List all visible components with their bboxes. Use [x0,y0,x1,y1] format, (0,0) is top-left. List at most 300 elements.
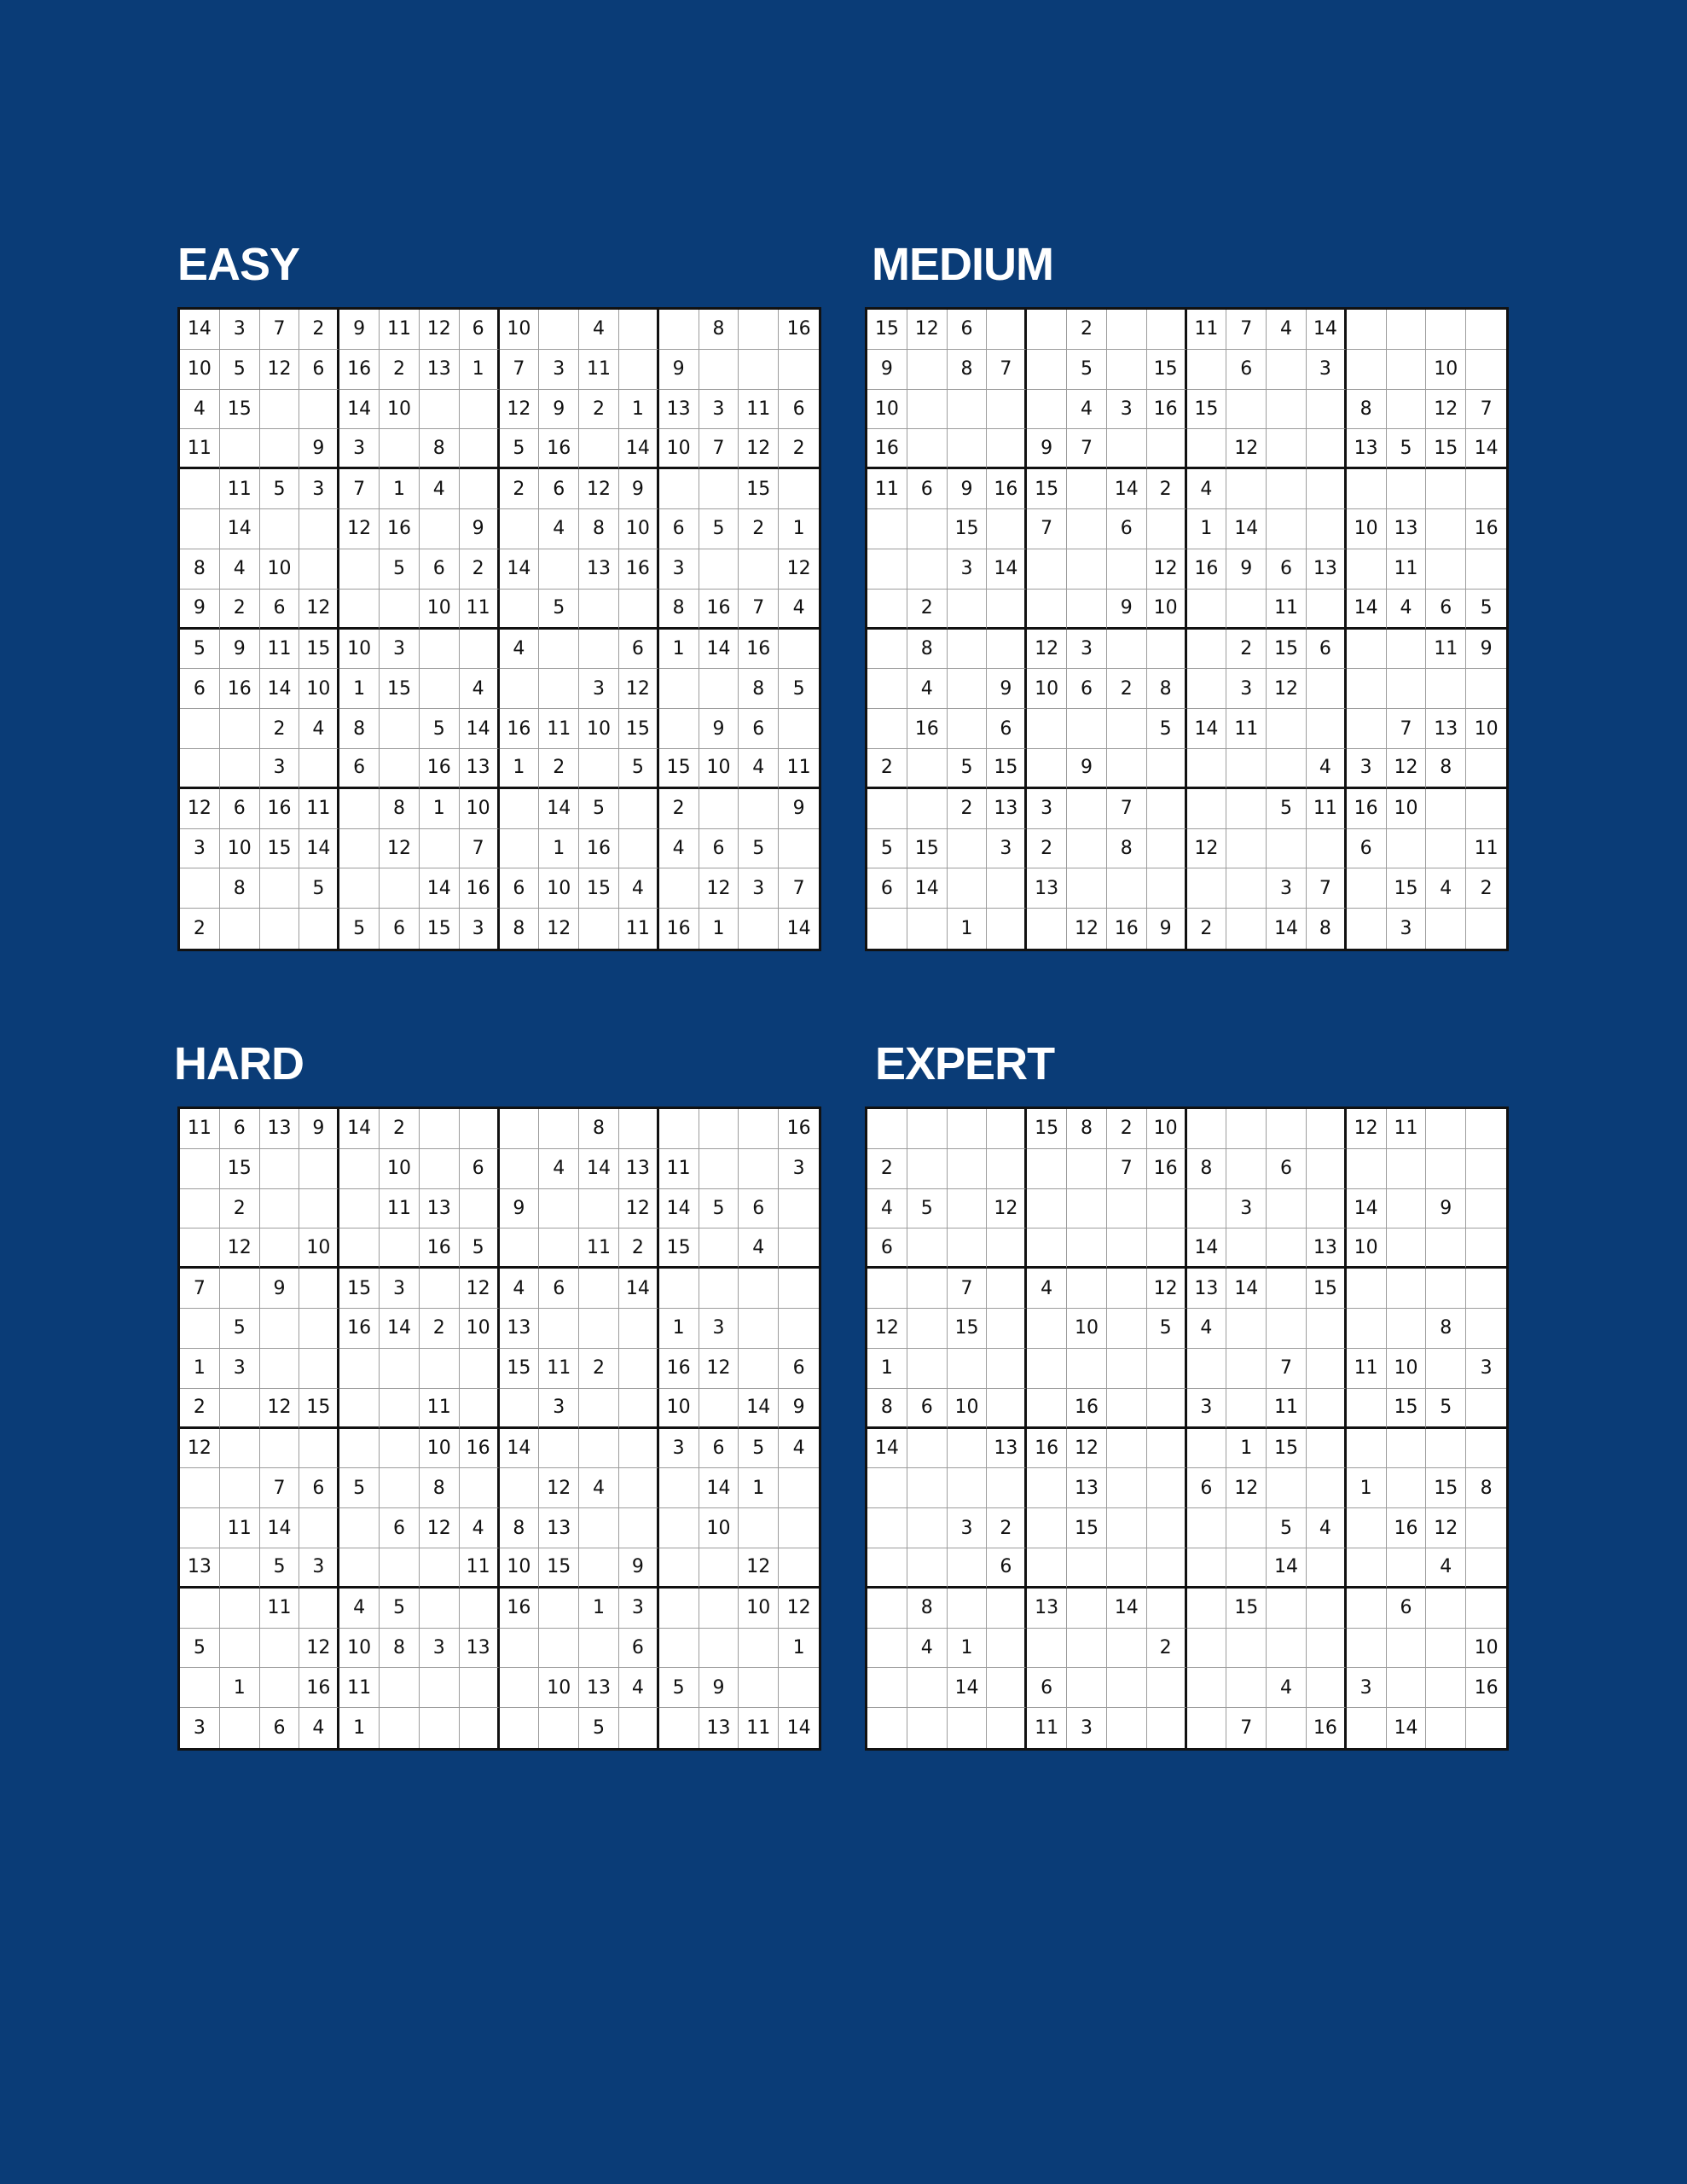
sudoku-cell[interactable] [299,749,339,789]
sudoku-cell[interactable]: 15 [1387,868,1427,909]
sudoku-cell[interactable] [380,1468,420,1508]
sudoku-cell[interactable]: 2 [539,749,579,789]
sudoku-cell[interactable]: 12 [739,1548,779,1589]
sudoku-cell[interactable] [420,390,460,430]
sudoku-cell[interactable] [460,1468,500,1508]
sudoku-cell[interactable] [1426,1708,1466,1748]
sudoku-cell[interactable] [1426,1269,1466,1309]
sudoku-cell[interactable]: 11 [1226,709,1267,749]
sudoku-cell[interactable] [1267,1309,1307,1349]
sudoku-cell[interactable]: 16 [420,749,460,789]
sudoku-cell[interactable] [867,1548,907,1589]
sudoku-cell[interactable] [500,1708,540,1748]
sudoku-cell[interactable] [1466,1708,1506,1748]
sudoku-cell[interactable]: 4 [1307,1508,1347,1548]
sudoku-cell[interactable] [299,1189,339,1229]
sudoku-cell[interactable] [180,1589,220,1629]
sudoku-cell[interactable] [1027,1389,1067,1429]
sudoku-cell[interactable]: 10 [380,390,420,430]
sudoku-cell[interactable]: 10 [1426,350,1466,390]
sudoku-cell[interactable] [1147,868,1187,909]
sudoku-cell[interactable] [987,1228,1027,1269]
sudoku-cell[interactable]: 4 [619,1668,659,1708]
sudoku-cell[interactable] [1107,749,1147,789]
sudoku-cell[interactable] [1307,509,1347,549]
sudoku-cell[interactable]: 1 [699,909,739,949]
sudoku-cell[interactable] [1067,789,1107,829]
sudoku-cell[interactable]: 2 [619,1228,659,1269]
sudoku-cell[interactable]: 6 [380,909,420,949]
sudoku-cell[interactable]: 8 [739,669,779,709]
sudoku-cell[interactable]: 11 [380,310,420,350]
sudoku-cell[interactable] [220,1629,260,1669]
sudoku-cell[interactable] [867,909,907,949]
sudoku-cell[interactable] [739,789,779,829]
sudoku-cell[interactable]: 12 [619,669,659,709]
sudoku-cell[interactable] [1307,1668,1347,1708]
sudoku-cell[interactable] [299,1429,339,1469]
sudoku-cell[interactable]: 16 [260,789,300,829]
sudoku-cell[interactable]: 15 [1187,390,1227,430]
sudoku-cell[interactable] [1307,1109,1347,1149]
sudoku-cell[interactable]: 16 [500,1589,540,1629]
sudoku-cell[interactable] [699,669,739,709]
sudoku-cell[interactable] [867,669,907,709]
sudoku-cell[interactable] [659,1468,699,1508]
sudoku-cell[interactable]: 3 [948,1508,988,1548]
sudoku-cell[interactable]: 5 [339,909,380,949]
sudoku-cell[interactable]: 9 [779,1389,819,1429]
sudoku-cell[interactable] [500,1228,540,1269]
sudoku-cell[interactable] [260,390,300,430]
sudoku-cell[interactable] [579,590,619,630]
sudoku-cell[interactable]: 15 [1426,1468,1466,1508]
sudoku-cell[interactable] [739,1149,779,1189]
sudoku-cell[interactable]: 14 [1107,1589,1147,1629]
sudoku-cell[interactable] [1466,1589,1506,1629]
sudoku-cell[interactable]: 3 [180,829,220,869]
sudoku-cell[interactable]: 11 [260,1589,300,1629]
sudoku-cell[interactable] [1147,1508,1187,1548]
sudoku-cell[interactable] [420,630,460,670]
sudoku-cell[interactable]: 15 [500,1349,540,1389]
sudoku-cell[interactable] [867,1668,907,1708]
sudoku-cell[interactable]: 6 [539,469,579,509]
sudoku-cell[interactable] [1107,1629,1147,1669]
sudoku-cell[interactable]: 10 [500,310,540,350]
sudoku-cell[interactable]: 16 [779,310,819,350]
sudoku-cell[interactable] [867,549,907,590]
sudoku-cell[interactable] [180,1668,220,1708]
sudoku-cell[interactable] [987,1389,1027,1429]
sudoku-cell[interactable]: 9 [1466,630,1506,670]
sudoku-cell[interactable]: 5 [260,1548,300,1589]
sudoku-cell[interactable]: 15 [260,829,300,869]
sudoku-cell[interactable]: 14 [699,1468,739,1508]
sudoku-cell[interactable]: 9 [1426,1189,1466,1229]
sudoku-cell[interactable]: 8 [500,909,540,949]
sudoku-cell[interactable]: 13 [500,1309,540,1349]
sudoku-cell[interactable]: 14 [220,509,260,549]
sudoku-cell[interactable]: 14 [579,1149,619,1189]
sudoku-cell[interactable] [460,429,500,469]
sudoku-cell[interactable] [1466,1389,1506,1429]
sudoku-cell[interactable]: 12 [699,1349,739,1389]
sudoku-cell[interactable] [579,429,619,469]
sudoku-cell[interactable]: 10 [299,669,339,709]
sudoku-cell[interactable] [539,1228,579,1269]
sudoku-cell[interactable]: 1 [867,1349,907,1389]
sudoku-cell[interactable] [1387,1429,1427,1469]
sudoku-cell[interactable]: 14 [1347,1189,1387,1229]
sudoku-cell[interactable] [699,1228,739,1269]
sudoku-cell[interactable]: 10 [180,350,220,390]
sudoku-cell[interactable] [987,630,1027,670]
sudoku-cell[interactable]: 6 [299,350,339,390]
sudoku-cell[interactable] [779,1508,819,1548]
sudoku-cell[interactable] [948,1349,988,1389]
sudoku-cell[interactable] [987,1629,1027,1669]
sudoku-cell[interactable] [1187,789,1227,829]
sudoku-cell[interactable] [1067,1149,1107,1189]
sudoku-cell[interactable] [1466,749,1506,789]
sudoku-cell[interactable]: 4 [779,590,819,630]
sudoku-cell[interactable] [1307,829,1347,869]
sudoku-cell[interactable]: 4 [907,669,948,709]
sudoku-cell[interactable] [579,1389,619,1429]
sudoku-cell[interactable]: 16 [1107,909,1147,949]
sudoku-cell[interactable]: 1 [659,630,699,670]
sudoku-cell[interactable]: 4 [1426,868,1466,909]
sudoku-cell[interactable]: 15 [987,749,1027,789]
sudoku-cell[interactable] [380,429,420,469]
sudoku-cell[interactable]: 10 [420,590,460,630]
sudoku-cell[interactable]: 5 [299,868,339,909]
sudoku-cell[interactable]: 1 [779,509,819,549]
sudoku-cell[interactable]: 3 [779,1149,819,1189]
sudoku-cell[interactable]: 5 [739,1429,779,1469]
sudoku-cell[interactable]: 15 [948,509,988,549]
sudoku-cell[interactable]: 6 [1067,669,1107,709]
sudoku-cell[interactable]: 13 [460,1629,500,1669]
sudoku-cell[interactable]: 12 [1067,1429,1107,1469]
sudoku-cell[interactable]: 12 [1147,549,1187,590]
sudoku-cell[interactable]: 12 [420,1508,460,1548]
sudoku-cell[interactable] [1107,310,1147,350]
sudoku-cell[interactable]: 4 [779,1429,819,1469]
sudoku-cell[interactable]: 15 [948,1309,988,1349]
sudoku-cell[interactable]: 5 [420,709,460,749]
sudoku-cell[interactable]: 14 [987,549,1027,590]
sudoku-cell[interactable]: 2 [948,789,988,829]
sudoku-cell[interactable]: 8 [1307,909,1347,949]
sudoku-cell[interactable] [699,1548,739,1589]
sudoku-cell[interactable]: 14 [1387,1708,1427,1748]
sudoku-cell[interactable] [739,1349,779,1389]
sudoku-cell[interactable]: 6 [1347,829,1387,869]
sudoku-cell[interactable]: 6 [1187,1468,1227,1508]
sudoku-cell[interactable] [1107,350,1147,390]
sudoku-cell[interactable] [867,1468,907,1508]
sudoku-cell[interactable] [260,429,300,469]
sudoku-cell[interactable]: 13 [1067,1468,1107,1508]
sudoku-cell[interactable] [1027,1349,1067,1389]
sudoku-cell[interactable] [619,310,659,350]
sudoku-cell[interactable]: 15 [579,868,619,909]
sudoku-cell[interactable] [779,469,819,509]
sudoku-cell[interactable] [579,1629,619,1669]
sudoku-cell[interactable] [500,789,540,829]
sudoku-cell[interactable]: 12 [907,310,948,350]
sudoku-cell[interactable] [1347,868,1387,909]
sudoku-cell[interactable]: 6 [907,1389,948,1429]
sudoku-cell[interactable] [867,1629,907,1669]
sudoku-cell[interactable]: 9 [1067,749,1107,789]
sudoku-cell[interactable] [420,1589,460,1629]
sudoku-cell[interactable] [180,509,220,549]
sudoku-cell[interactable] [739,1109,779,1149]
sudoku-cell[interactable]: 9 [619,469,659,509]
sudoku-cell[interactable]: 12 [1027,630,1067,670]
sudoku-cell[interactable]: 10 [1067,1309,1107,1349]
sudoku-cell[interactable] [1466,350,1506,390]
sudoku-cell[interactable]: 12 [380,829,420,869]
sudoku-cell[interactable]: 8 [699,310,739,350]
sudoku-cell[interactable] [460,1189,500,1229]
sudoku-cell[interactable] [1466,310,1506,350]
sudoku-cell[interactable] [299,549,339,590]
sudoku-cell[interactable]: 8 [420,429,460,469]
sudoku-cell[interactable]: 4 [220,549,260,590]
sudoku-cell[interactable]: 4 [299,709,339,749]
sudoku-cell[interactable]: 5 [699,1189,739,1229]
sudoku-cell[interactable]: 10 [867,390,907,430]
sudoku-cell[interactable]: 6 [380,1508,420,1548]
sudoku-cell[interactable]: 11 [1307,789,1347,829]
sudoku-cell[interactable] [1267,509,1307,549]
sudoku-cell[interactable] [779,630,819,670]
sudoku-cell[interactable] [1147,749,1187,789]
sudoku-cell[interactable] [1347,1589,1387,1629]
sudoku-cell[interactable]: 9 [987,669,1027,709]
sudoku-cell[interactable]: 3 [699,390,739,430]
sudoku-cell[interactable]: 7 [460,829,500,869]
sudoku-cell[interactable]: 5 [1466,590,1506,630]
sudoku-cell[interactable] [339,829,380,869]
sudoku-cell[interactable] [339,789,380,829]
sudoku-cell[interactable] [948,1548,988,1589]
sudoku-cell[interactable]: 14 [1226,509,1267,549]
sudoku-cell[interactable] [1426,1429,1466,1469]
sudoku-cell[interactable] [460,1708,500,1748]
sudoku-cell[interactable] [659,310,699,350]
sudoku-cell[interactable] [987,909,1027,949]
sudoku-cell[interactable] [779,1548,819,1589]
sudoku-cell[interactable]: 14 [539,789,579,829]
sudoku-cell[interactable] [1347,1429,1387,1469]
sudoku-cell[interactable] [1147,829,1187,869]
sudoku-cell[interactable]: 10 [1387,1349,1427,1389]
sudoku-cell[interactable]: 15 [1307,1269,1347,1309]
sudoku-cell[interactable]: 5 [1426,1389,1466,1429]
sudoku-cell[interactable]: 3 [299,1548,339,1589]
sudoku-cell[interactable]: 5 [1387,429,1427,469]
sudoku-cell[interactable] [867,709,907,749]
sudoku-cell[interactable]: 9 [339,310,380,350]
sudoku-cell[interactable] [907,1149,948,1189]
sudoku-cell[interactable] [579,1189,619,1229]
sudoku-cell[interactable] [659,1548,699,1589]
sudoku-cell[interactable]: 4 [539,1149,579,1189]
sudoku-cell[interactable]: 14 [1187,1228,1227,1269]
sudoku-cell[interactable]: 11 [1027,1708,1067,1748]
sudoku-cell[interactable]: 16 [779,1109,819,1149]
sudoku-cell[interactable]: 11 [619,909,659,949]
sudoku-cell[interactable] [1426,1589,1466,1629]
sudoku-cell[interactable] [987,1668,1027,1708]
sudoku-cell[interactable]: 10 [699,749,739,789]
sudoku-cell[interactable]: 16 [1466,509,1506,549]
sudoku-cell[interactable] [1466,1228,1506,1269]
sudoku-cell[interactable] [907,429,948,469]
sudoku-cell[interactable]: 6 [739,1189,779,1229]
sudoku-cell[interactable]: 15 [1267,630,1307,670]
sudoku-cell[interactable] [1307,1349,1347,1389]
sudoku-cell[interactable] [1466,1149,1506,1189]
sudoku-cell[interactable] [867,630,907,670]
sudoku-cell[interactable] [987,429,1027,469]
sudoku-cell[interactable] [1347,549,1387,590]
sudoku-cell[interactable]: 9 [180,590,220,630]
sudoku-cell[interactable] [579,909,619,949]
sudoku-cell[interactable]: 14 [779,909,819,949]
sudoku-cell[interactable] [699,350,739,390]
sudoku-cell[interactable] [1466,1309,1506,1349]
sudoku-cell[interactable]: 12 [1387,749,1427,789]
sudoku-cell[interactable] [1307,429,1347,469]
sudoku-cell[interactable]: 6 [299,1468,339,1508]
sudoku-cell[interactable]: 12 [260,1389,300,1429]
sudoku-cell[interactable] [1267,350,1307,390]
sudoku-cell[interactable] [1347,1309,1387,1349]
sudoku-cell[interactable]: 10 [1466,1629,1506,1669]
sudoku-cell[interactable]: 12 [180,1429,220,1469]
sudoku-cell[interactable] [539,1109,579,1149]
sudoku-cell[interactable] [987,1269,1027,1309]
sudoku-cell[interactable]: 6 [1387,1589,1427,1629]
sudoku-cell[interactable]: 5 [380,549,420,590]
sudoku-cell[interactable]: 6 [867,1228,907,1269]
sudoku-cell[interactable] [1027,1468,1067,1508]
sudoku-cell[interactable]: 11 [1347,1349,1387,1389]
sudoku-cell[interactable]: 14 [659,1189,699,1229]
sudoku-cell[interactable]: 10 [500,1548,540,1589]
sudoku-cell[interactable] [867,509,907,549]
sudoku-cell[interactable] [1267,1228,1307,1269]
sudoku-cell[interactable] [1226,469,1267,509]
sudoku-cell[interactable] [739,310,779,350]
sudoku-cell[interactable] [1187,1189,1227,1229]
sudoku-cell[interactable] [867,1708,907,1748]
sudoku-cell[interactable] [380,1389,420,1429]
sudoku-cell[interactable] [779,1668,819,1708]
sudoku-cell[interactable]: 8 [1426,1309,1466,1349]
sudoku-cell[interactable]: 7 [1107,1149,1147,1189]
sudoku-cell[interactable] [1187,669,1227,709]
sudoku-cell[interactable]: 12 [420,310,460,350]
sudoku-cell[interactable]: 15 [1147,350,1187,390]
sudoku-cell[interactable]: 12 [539,1468,579,1508]
sudoku-cell[interactable] [1027,549,1067,590]
sudoku-cell[interactable] [1107,1309,1147,1349]
sudoku-cell[interactable] [1347,350,1387,390]
sudoku-cell[interactable]: 14 [500,1429,540,1469]
sudoku-cell[interactable]: 7 [987,350,1027,390]
sudoku-cell[interactable]: 10 [1347,1228,1387,1269]
sudoku-cell[interactable]: 11 [1187,310,1227,350]
sudoku-cell[interactable] [1107,1389,1147,1429]
sudoku-cell[interactable] [1226,868,1267,909]
sudoku-cell[interactable]: 16 [619,549,659,590]
sudoku-cell[interactable] [1067,549,1107,590]
sudoku-cell[interactable]: 9 [867,350,907,390]
sudoku-cell[interactable] [460,1589,500,1629]
sudoku-cell[interactable]: 6 [987,1548,1027,1589]
sudoku-cell[interactable]: 12 [220,1228,260,1269]
sudoku-cell[interactable] [500,1668,540,1708]
sudoku-cell[interactable]: 4 [579,310,619,350]
sudoku-cell[interactable]: 7 [1307,868,1347,909]
sudoku-cell[interactable] [500,1149,540,1189]
sudoku-cell[interactable] [1347,1548,1387,1589]
sudoku-cell[interactable]: 2 [1147,1629,1187,1669]
sudoku-cell[interactable] [260,1629,300,1669]
sudoku-cell[interactable] [1107,1668,1147,1708]
sudoku-cell[interactable] [619,1708,659,1748]
sudoku-cell[interactable] [180,1468,220,1508]
sudoku-cell[interactable] [1107,549,1147,590]
sudoku-cell[interactable]: 16 [220,669,260,709]
sudoku-cell[interactable] [339,1389,380,1429]
sudoku-cell[interactable]: 2 [420,1309,460,1349]
sudoku-cell[interactable]: 9 [220,630,260,670]
sudoku-cell[interactable]: 9 [260,1269,300,1309]
sudoku-cell[interactable] [500,829,540,869]
sudoku-cell[interactable]: 16 [539,429,579,469]
sudoku-cell[interactable] [1027,1309,1067,1349]
sudoku-cell[interactable] [1067,1548,1107,1589]
sudoku-cell[interactable]: 12 [539,909,579,949]
sudoku-cell[interactable] [380,1708,420,1748]
sudoku-cell[interactable] [180,709,220,749]
sudoku-cell[interactable] [1267,1109,1307,1149]
sudoku-cell[interactable] [299,1149,339,1189]
sudoku-cell[interactable]: 8 [380,1629,420,1669]
sudoku-cell[interactable]: 16 [907,709,948,749]
sudoku-cell[interactable] [907,1508,948,1548]
sudoku-cell[interactable]: 10 [1387,789,1427,829]
sudoku-cell[interactable] [500,1109,540,1149]
sudoku-cell[interactable] [420,509,460,549]
sudoku-cell[interactable]: 16 [1147,1149,1187,1189]
sudoku-cell[interactable] [1226,1389,1267,1429]
sudoku-cell[interactable] [1387,390,1427,430]
sudoku-cell[interactable] [1226,1668,1267,1708]
sudoku-cell[interactable] [699,549,739,590]
sudoku-cell[interactable]: 3 [1347,1668,1387,1708]
sudoku-cell[interactable] [1187,1668,1227,1708]
sudoku-cell[interactable] [1347,1389,1387,1429]
